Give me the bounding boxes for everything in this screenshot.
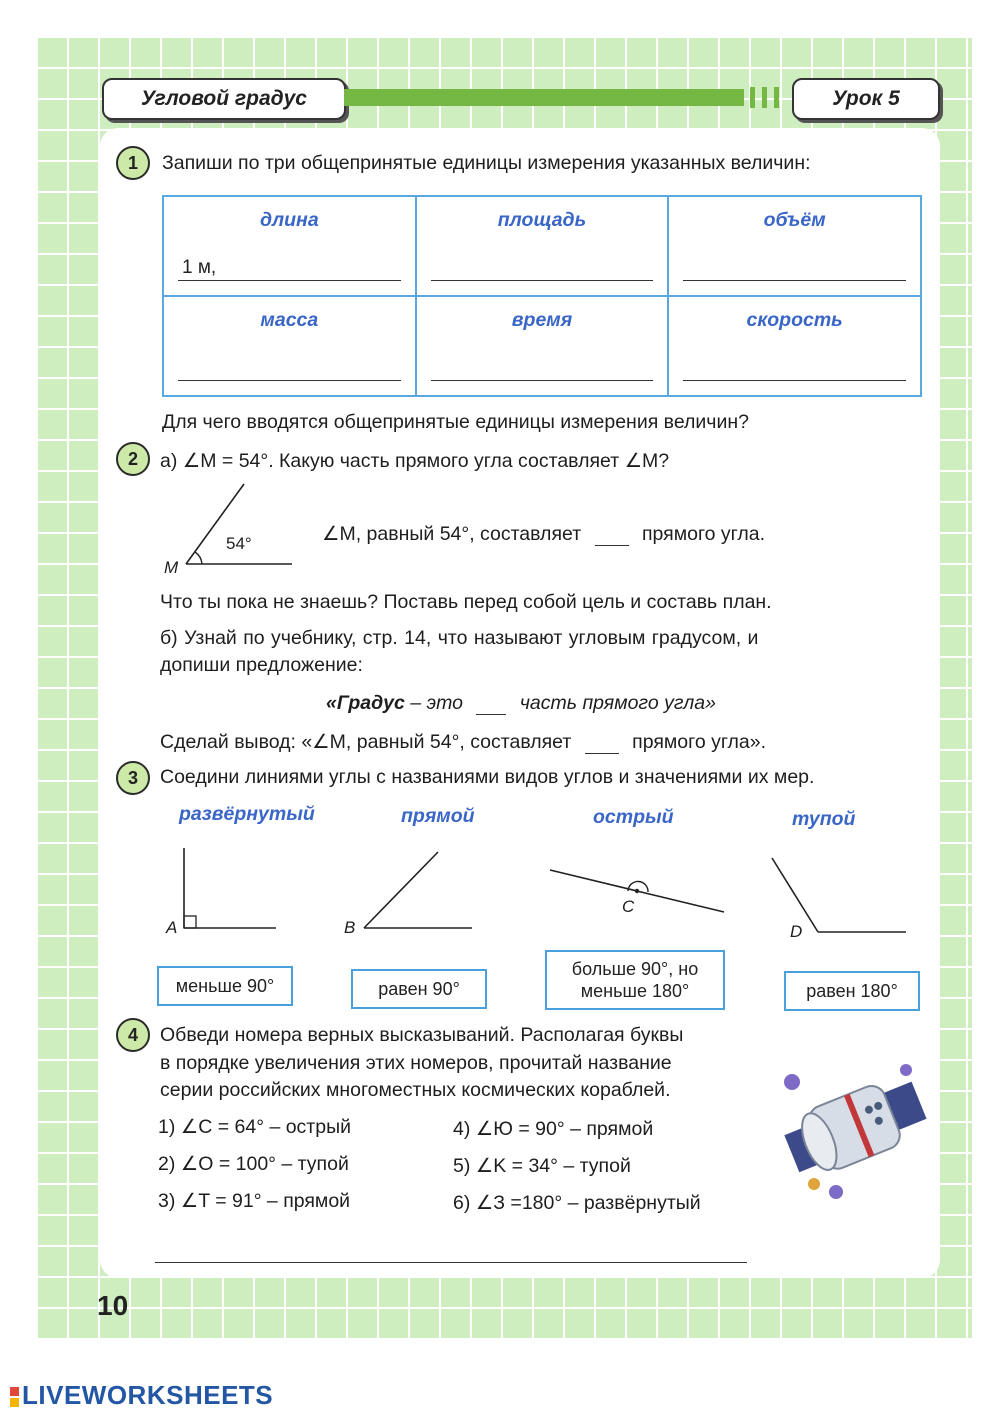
answer-blank[interactable] xyxy=(585,752,619,754)
angle-name-right[interactable]: прямой xyxy=(401,805,475,827)
statement-4[interactable]: 4) ∠Ю = 90° – прямой xyxy=(453,1118,654,1140)
quantity-length: длина xyxy=(259,209,319,231)
measure-text: равен 90° xyxy=(378,978,460,999)
statement-2[interactable]: 2) ∠O = 100° – тупой xyxy=(158,1153,349,1175)
answer-line-ship-name[interactable] xyxy=(155,1262,747,1263)
task4-prompt-line: в порядке увеличения этих номеров, прочитай название xyxy=(160,1052,672,1074)
quantity-time: время xyxy=(511,309,573,331)
vertex-label-a: A xyxy=(166,918,178,937)
vertex-label-d: D xyxy=(790,922,803,941)
quantity-mass: масса xyxy=(260,309,319,331)
example-entry: 1 м, xyxy=(182,257,217,278)
lesson-label-text: Урок 5 xyxy=(832,87,900,110)
page-number: 10 xyxy=(97,1290,129,1321)
task-number: 3 xyxy=(116,761,150,795)
task3-prompt: Соедини линиями углы с названиями видов углов и значениями их мер. xyxy=(160,766,815,788)
topic-title-text: Угловой градус xyxy=(141,87,307,110)
liveworksheets-logo xyxy=(10,1380,273,1411)
angle-m-value: 54° xyxy=(226,534,252,553)
answer-blank[interactable] xyxy=(595,544,629,546)
star-decoration xyxy=(784,1074,800,1090)
measure-text-line2: меньше 180° xyxy=(580,981,690,1001)
topic-title xyxy=(102,78,346,120)
measure-between-90-180[interactable] xyxy=(545,950,725,1010)
statement-end: прямого угла. xyxy=(641,523,766,545)
answer-line-mass[interactable] xyxy=(178,357,401,381)
measure-equal-180[interactable] xyxy=(784,971,920,1011)
task4-prompt-line: серии российских многоместных космических кораблей. xyxy=(160,1079,671,1101)
task-number: 2 xyxy=(116,442,150,476)
measure-equal-90[interactable] xyxy=(351,969,487,1009)
answer-blank[interactable] xyxy=(476,713,506,715)
angle-m-vertex: M xyxy=(164,558,179,577)
task-number: 4 xyxy=(116,1018,150,1052)
quantity-volume: объём xyxy=(763,209,826,231)
header-stripe xyxy=(774,87,779,108)
statement-3[interactable]: 3) ∠T = 91° – прямой xyxy=(158,1190,351,1212)
statement-start: ∠M, равный 54°, составляет xyxy=(322,523,582,545)
statement-5[interactable]: 5) ∠K = 34° – тупой xyxy=(453,1155,631,1177)
conclusion-start: Сделай вывод: «∠M, равный 54°, составляет xyxy=(160,731,572,753)
answer-line-volume[interactable] xyxy=(683,257,906,281)
angle-b-figure[interactable] xyxy=(364,852,472,928)
degree-definition xyxy=(326,692,716,715)
definition-end: часть прямого угла» xyxy=(519,692,716,714)
units-table xyxy=(162,195,922,397)
angle-d-ray xyxy=(772,858,818,932)
conclusion-end: прямого угла». xyxy=(632,731,767,753)
definition-term: «Градус xyxy=(326,692,405,714)
task2-part-b-continued: допиши предложение: xyxy=(160,654,363,676)
spaceship-illustration xyxy=(766,1052,936,1212)
task4-prompt-line: Обведи номера верных высказываний. Располагая буквы xyxy=(160,1024,684,1046)
astronaut xyxy=(808,1178,820,1190)
statement-1[interactable]: 1) ∠C = 64° – острый xyxy=(158,1116,351,1138)
units-cell xyxy=(163,296,416,396)
header-bar xyxy=(344,89,744,106)
task-number: 1 xyxy=(116,146,150,180)
angle-name-acute[interactable]: острый xyxy=(593,806,674,828)
vertex-label-b: B xyxy=(344,918,356,937)
lesson-label xyxy=(792,78,940,120)
logo-text: LIVEWORKSHEETS xyxy=(22,1380,274,1410)
units-cell xyxy=(416,296,669,396)
units-cell xyxy=(163,196,416,296)
units-cell xyxy=(416,196,669,296)
units-cell xyxy=(668,196,921,296)
angles-figures xyxy=(150,840,930,950)
angle-d-figure[interactable] xyxy=(772,858,906,932)
angle-m-figure xyxy=(160,482,300,582)
angle-m-arc xyxy=(195,552,202,564)
task2-statement xyxy=(322,522,765,546)
quantity-area: площадь xyxy=(497,209,587,231)
star-decoration xyxy=(900,1064,912,1076)
answer-line-area[interactable] xyxy=(431,257,654,281)
task1-question: Для чего вводятся общепринятые единицы измерения величин? xyxy=(162,411,749,433)
units-cell xyxy=(668,296,921,396)
statement-6[interactable]: 6) ∠З =180° – развёрнутый xyxy=(453,1192,701,1214)
measure-text: меньше 90° xyxy=(175,975,275,996)
measure-text: равен 180° xyxy=(806,980,898,1001)
header-stripe xyxy=(750,87,755,108)
task2-part-a: а) ∠M = 54°. Какую часть прямого угла составляет ∠M? xyxy=(160,450,670,472)
angle-c-figure[interactable] xyxy=(550,870,724,912)
task1-prompt: Запиши по три общепринятые единицы измерения указанных величин: xyxy=(162,152,811,174)
angle-name-straight[interactable]: развёрнутый xyxy=(179,803,315,825)
answer-line-time[interactable] xyxy=(431,357,654,381)
measure-less-90[interactable] xyxy=(157,966,293,1006)
task2-conclusion xyxy=(160,730,766,754)
task2-part-b: б) Узнай по учебнику, стр. 14, что называют угловым градусом, и xyxy=(160,627,759,649)
header-stripe xyxy=(762,87,767,108)
right-angle-mark xyxy=(184,916,196,928)
angle-a-figure[interactable] xyxy=(184,848,276,928)
definition-middle: – это xyxy=(410,692,463,714)
measure-text-line1: больше 90°, но xyxy=(571,958,699,979)
answer-line-length[interactable] xyxy=(178,257,401,281)
answer-line-speed[interactable] xyxy=(683,357,906,381)
task2-unknown: Что ты пока не знаешь? Поставь перед собой цель и составь план. xyxy=(160,591,772,613)
logo-icon xyxy=(10,1386,19,1408)
vertex-label-c: C xyxy=(622,897,635,916)
star-decoration xyxy=(829,1185,843,1199)
angle-b-ray xyxy=(364,852,438,928)
angle-name-obtuse[interactable]: тупой xyxy=(792,808,856,830)
angle-c-vertex-dot xyxy=(635,889,639,893)
quantity-speed: скорость xyxy=(746,309,843,331)
